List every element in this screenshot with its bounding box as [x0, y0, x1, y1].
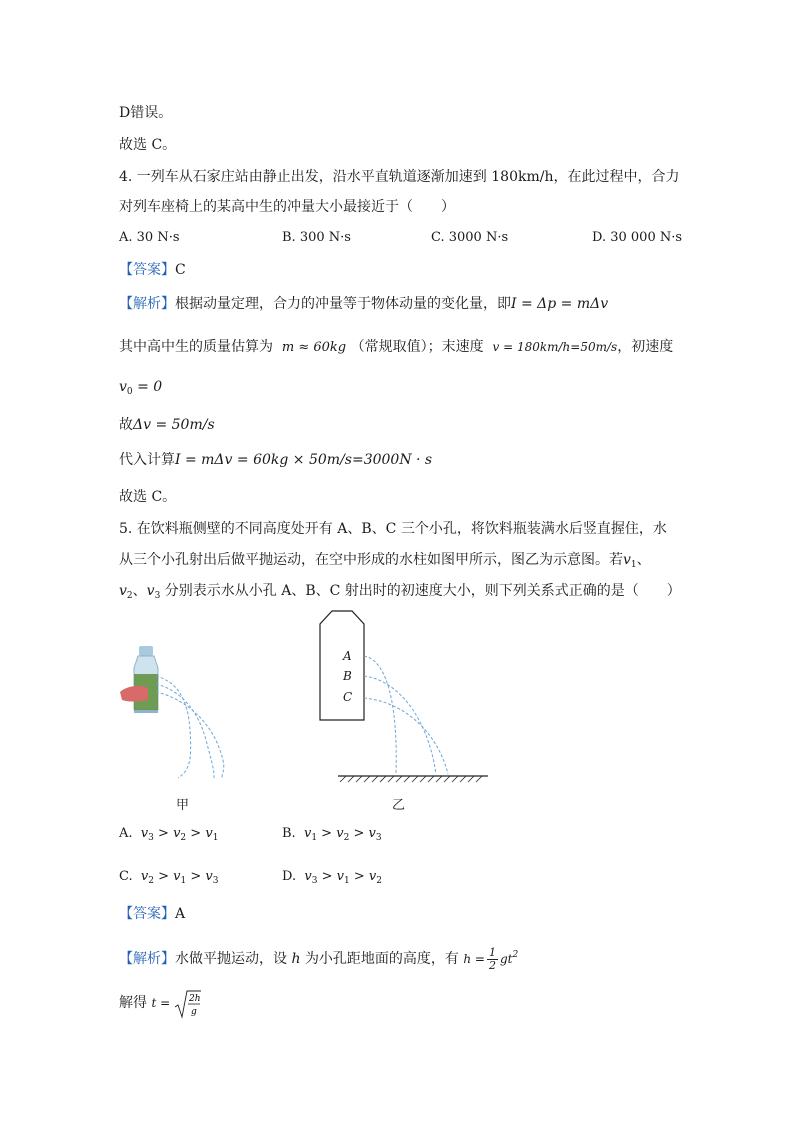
figure-yi-caption: 乙 — [392, 798, 406, 813]
q5-option-d: D. $v_3 > v_1 > v_2$ — [282, 869, 382, 886]
q5-option-c: C. $v_2 > v_1 > v_3$ — [119, 869, 219, 886]
q5-answer-value: A — [175, 906, 186, 922]
stream-from-a — [364, 656, 396, 774]
momentum-theorem-formula: I = Δp = mΔv — [511, 296, 609, 312]
fall-time-formula: t = 2h g — [151, 996, 202, 1010]
svg-text:2h: 2h — [188, 993, 201, 1004]
prev-answer-line: D错误。 — [119, 105, 173, 121]
water-stream-c — [156, 692, 224, 778]
final-velocity: v = 180km/h=50m/s — [492, 340, 618, 354]
hand — [120, 686, 148, 702]
q5-answer: 【答案】A — [119, 906, 186, 922]
q4-analysis-line3: $v_0 = 0$ — [119, 379, 163, 397]
q4-option-a: A. 30 N·s — [119, 230, 180, 245]
figure-jia-caption: 甲 — [176, 798, 190, 813]
q4-stem-line1: 4. 一列车从石家庄站由静止出发，沿水平直轨道逐渐加速到 180km/h，在此过程中，合力 — [119, 169, 680, 185]
q4-analysis-line2: 其中高中生的质量估算为 m ≈ 60kg （常规取值）；末速度 v = 180km/h=50m/s，初速度 — [119, 339, 674, 355]
stream-from-c — [364, 698, 448, 774]
q4-answer-value: C — [175, 262, 186, 278]
mass-estimate: m ≈ 60kg — [281, 340, 347, 355]
q5-option-a: A. $v_3 > v_2 > v_1$ — [119, 826, 219, 843]
figure-jia-bottle-photo — [118, 640, 228, 785]
q5-stem-line2: 从三个小孔射出后做平抛运动，在空中形成的水柱如图甲所示，图乙为示意图。若$v_1$、 — [119, 552, 651, 570]
q5-stem-line3: $v_2$、$v_3$ 分别表示水从小孔 A、B、C 射出时的初速度大小，则下列关系式正确的是（ ） — [119, 583, 681, 601]
hole-label-a: A — [343, 649, 352, 663]
answer-tag: 【答案】 — [119, 262, 175, 278]
analysis-tag: 【解析】 — [119, 296, 175, 312]
sqrt-symbol — [174, 989, 202, 1019]
stream-from-b — [364, 676, 436, 774]
q4-option-c: C. 3000 N·s — [431, 230, 509, 245]
impulse-calculation: I = mΔv = 60kg × 50m/s=3000N · s — [175, 452, 433, 468]
water-stream-a — [156, 676, 191, 778]
ground-hatching — [340, 776, 482, 782]
delta-v: Δv = 50m/s — [133, 417, 215, 433]
q5-stem-line1: 5. 在饮料瓶侧壁的不同高度处开有 A、B、C 三个小孔，将饮料瓶装满水后竖直握住，水 — [119, 521, 667, 537]
q4-analysis-line5: 代入计算I = mΔv = 60kg × 50m/s=3000N · s — [119, 452, 433, 468]
bottle-outline — [320, 611, 364, 720]
fall-height-formula: h = $\frac{1}{2}$ $gt^2$ — [463, 946, 519, 972]
q4-analysis-line4: 故Δv = 50m/s — [119, 417, 215, 433]
initial-velocity: = 0 — [137, 379, 163, 395]
q5-analysis-line2: 解得 t = 2h g — [119, 988, 202, 1019]
bottle-cap — [139, 646, 153, 656]
q5-analysis-line1: 【解析】水做平抛运动，设 h 为小孔距地面的高度，有 h = $\frac{1}{2}$ $gt^2$ — [119, 946, 519, 972]
q4-option-d: D. 30 000 N·s — [592, 230, 683, 245]
q4-stem-line2: 对列车座椅上的某高中生的冲量大小最接近于（ ） — [119, 199, 455, 215]
q4-answer — [119, 261, 186, 279]
q4-conclusion: 故选 C。 — [119, 489, 177, 505]
q4-analysis-line1: 【解析】根据动量定理，合力的冲量等于物体动量的变化量，即I = Δp = mΔv — [119, 296, 609, 312]
svg-text:g: g — [190, 1006, 197, 1017]
figure-yi-schematic — [310, 608, 500, 788]
q4-option-b: B. 300 N·s — [282, 230, 351, 245]
hole-label-b: B — [343, 669, 352, 683]
water-stream-b — [156, 684, 214, 778]
hole-label-c: C — [343, 690, 353, 704]
q5-option-b: B. $v_1 > v_2 > v_3$ — [282, 826, 382, 843]
prev-conclusion: 故选 C。 — [119, 137, 177, 153]
